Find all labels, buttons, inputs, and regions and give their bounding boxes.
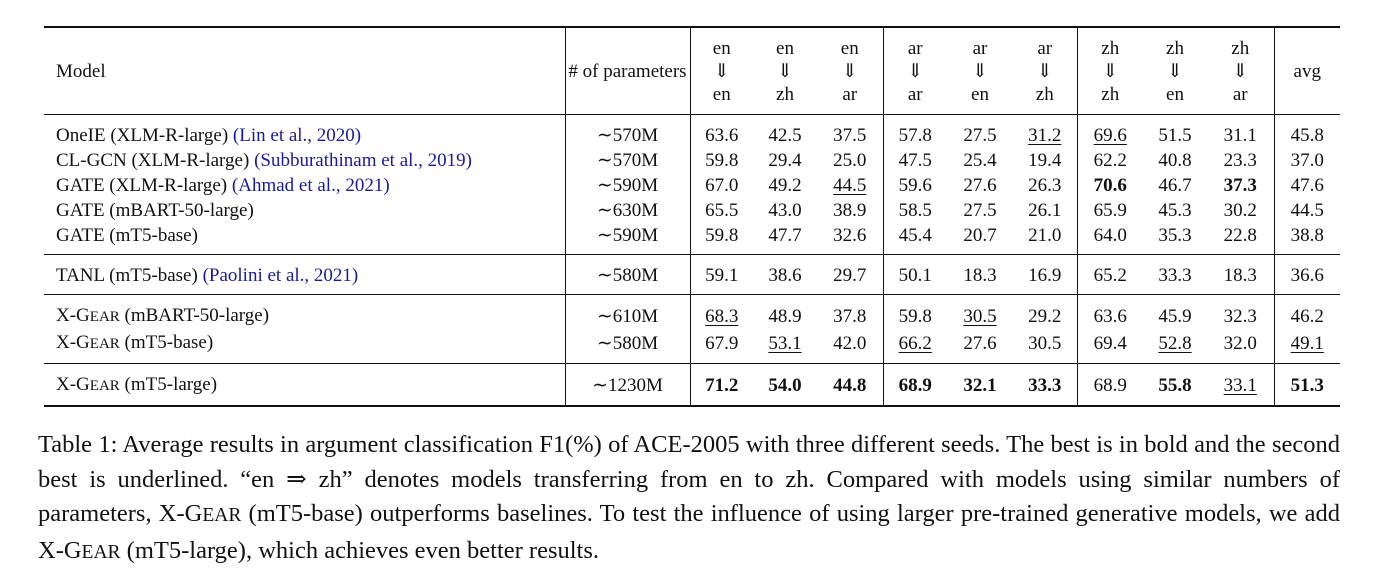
score-cell: 26.1 <box>1013 198 1077 223</box>
score-cell: 68.3 <box>705 306 739 327</box>
arrow-down-icon: ⇓ <box>1167 60 1183 82</box>
source-lang: zh <box>1231 37 1250 59</box>
avg-cell: 46.2 <box>1290 306 1324 327</box>
source-lang: ar <box>1037 37 1053 59</box>
score-cell: 71.2 <box>690 364 753 407</box>
score-cell: 42.0 <box>817 330 883 364</box>
direction-header <box>1013 27 1077 115</box>
source-lang: en <box>840 37 859 59</box>
score-cell: 32.1 <box>947 364 1013 407</box>
source-lang: zh <box>1166 37 1184 59</box>
score-cell: 35.3 <box>1143 223 1207 255</box>
score-cell: 31.1 <box>1207 115 1274 149</box>
score-cell: 32.6 <box>817 223 883 255</box>
score-cell: 27.5 <box>963 125 997 146</box>
param-count: ∼580M <box>565 255 690 295</box>
param-count: ∼590M <box>565 173 690 198</box>
baseline-group <box>44 115 1340 255</box>
arrow-down-icon: ⇓ <box>1036 60 1053 82</box>
direction-header <box>1143 27 1207 115</box>
score-cell: 19.4 <box>1013 148 1077 173</box>
target-lang: ar <box>842 83 858 105</box>
score-cell: 29.4 <box>768 150 802 171</box>
param-count: ∼1230M <box>565 364 690 407</box>
score-cell: 45.3 <box>1158 200 1192 221</box>
avg-cell: 49.1 <box>1274 330 1340 364</box>
score-cell: 47.7 <box>753 223 817 255</box>
score-cell: 67.0 <box>705 175 739 196</box>
score-cell: 42.5 <box>768 125 802 146</box>
citation-link[interactable]: (Subburathinam et al., 2019) <box>254 150 472 171</box>
arrow-down-icon: ⇓ <box>972 60 988 82</box>
model-name: GATE (mBART-50-large) <box>44 198 565 223</box>
target-lang: zh <box>776 83 794 105</box>
direction-header <box>883 27 947 115</box>
direction-header <box>817 27 883 115</box>
score-cell: 32.3 <box>1207 295 1274 331</box>
score-cell: 23.3 <box>1207 148 1274 173</box>
score-cell: 66.2 <box>883 330 947 364</box>
model-name: CL-GCN (XLM-R-large) (Subburathinam et al., 2019) <box>44 148 565 173</box>
score-cell: 37.8 <box>817 295 883 331</box>
model-name: GATE (XLM-R-large) (Ahmad et al., 2021) <box>44 173 565 198</box>
target-lang: ar <box>907 83 923 105</box>
param-count: ∼580M <box>565 330 690 364</box>
score-cell: 31.2 <box>1013 115 1077 149</box>
score-cell: 63.6 <box>1093 306 1127 327</box>
model-name: OneIE (XLM-R-large) (Lin et al., 2020) <box>44 115 565 149</box>
tanl-group <box>44 255 1340 295</box>
score-cell: 46.7 <box>1158 175 1192 196</box>
arrow-down-icon: ⇓ <box>1102 60 1119 82</box>
score-cell: 22.8 <box>1207 223 1274 255</box>
model-name: TANL (mT5-base) (Paolini et al., 2021) <box>44 255 565 295</box>
param-count: ∼590M <box>565 223 690 255</box>
score-cell: 47.5 <box>898 150 932 171</box>
citation-link[interactable]: (Paolini et al., 2021) <box>202 265 359 286</box>
score-cell: 50.1 <box>883 255 947 295</box>
params-column-header: # of parameters <box>565 27 690 115</box>
table-row <box>44 330 1340 364</box>
score-cell: 16.9 <box>1013 255 1077 295</box>
score-cell: 27.6 <box>947 330 1013 364</box>
table-row <box>44 115 1340 149</box>
target-lang: zh <box>1035 83 1054 105</box>
score-cell: 59.1 <box>690 255 753 295</box>
score-cell: 45.9 <box>1158 306 1192 327</box>
score-cell: 69.4 <box>1077 330 1143 364</box>
score-cell: 25.4 <box>963 150 997 171</box>
score-cell: 44.8 <box>817 364 883 407</box>
score-cell: 32.0 <box>1207 330 1274 364</box>
source-lang: zh <box>1101 37 1120 59</box>
target-lang: ar <box>1232 83 1248 105</box>
score-cell: 25.0 <box>817 148 883 173</box>
score-cell: 38.9 <box>817 198 883 223</box>
citation-link[interactable]: (Lin et al., 2020) <box>232 125 362 146</box>
score-cell: 69.6 <box>1093 125 1127 146</box>
score-cell: 68.9 <box>1077 364 1143 407</box>
score-cell: 44.5 <box>817 173 883 198</box>
direction-header <box>690 27 753 115</box>
score-cell: 33.3 <box>1143 255 1207 295</box>
table-row <box>44 364 1340 407</box>
score-cell: 62.2 <box>1093 150 1127 171</box>
source-lang: ar <box>972 37 988 59</box>
target-lang: en <box>971 83 989 105</box>
score-cell: 54.0 <box>753 364 817 407</box>
score-cell: 59.6 <box>898 175 932 196</box>
score-cell: 30.5 <box>1013 330 1077 364</box>
score-cell: 43.0 <box>768 200 802 221</box>
direction-header <box>947 27 1013 115</box>
score-cell: 59.8 <box>690 223 753 255</box>
score-cell: 52.8 <box>1143 330 1207 364</box>
score-cell: 53.1 <box>753 330 817 364</box>
table-row <box>44 255 1340 295</box>
arrow-down-icon: ⇓ <box>777 60 793 82</box>
score-cell: 26.3 <box>1013 173 1077 198</box>
source-lang: ar <box>907 37 923 59</box>
score-cell: 20.7 <box>947 223 1013 255</box>
score-cell: 65.2 <box>1077 255 1143 295</box>
score-cell: 18.3 <box>1207 255 1274 295</box>
table-row <box>44 295 1340 331</box>
arrow-down-icon: ⇓ <box>841 60 858 82</box>
table-row <box>44 148 1340 173</box>
score-cell: 48.9 <box>768 306 802 327</box>
table-header <box>44 27 1340 115</box>
arrow-down-icon: ⇓ <box>907 60 924 82</box>
source-lang: en <box>712 37 731 59</box>
score-cell: 65.9 <box>1093 200 1127 221</box>
table-row <box>44 198 1340 223</box>
score-cell: 33.3 <box>1013 364 1077 407</box>
score-cell: 67.9 <box>690 330 753 364</box>
score-cell: 59.8 <box>705 150 739 171</box>
model-column-header: Model <box>44 27 565 115</box>
avg-column-header: avg <box>1274 27 1340 115</box>
score-cell: 57.8 <box>898 125 932 146</box>
score-cell: 29.2 <box>1013 295 1077 331</box>
avg-cell: 37.0 <box>1290 150 1324 171</box>
avg-cell: 36.6 <box>1274 255 1340 295</box>
score-cell: 70.6 <box>1093 175 1127 196</box>
target-lang: zh <box>1101 83 1120 105</box>
avg-cell: 38.8 <box>1274 223 1340 255</box>
citation-link[interactable]: (Ahmad et al., 2021) <box>231 175 390 196</box>
param-count: ∼610M <box>565 295 690 331</box>
avg-cell: 51.3 <box>1274 364 1340 407</box>
score-cell: 27.6 <box>963 175 997 196</box>
score-cell: 30.2 <box>1207 198 1274 223</box>
score-cell: 58.5 <box>898 200 932 221</box>
avg-cell: 47.6 <box>1290 175 1324 196</box>
score-cell: 59.8 <box>898 306 932 327</box>
results-table-container <box>44 26 1340 407</box>
results-table <box>44 26 1340 407</box>
table-caption: Table 1: Average results in argument classification F1(%) of ACE-2005 with three different seeds. The best is in bold and the second best is underlined. “en ⇒ zh” denotes models transferring from en to zh. Compared with models using similar numbers of parameters, X-GEAR (mT5-base) outperforms baselines. To test the influence of using larger pre-trained generative models, we add X-GEAR (mT5-large), which achieves even better results. <box>38 431 1340 564</box>
source-lang: en <box>776 37 794 59</box>
avg-cell: 45.8 <box>1290 125 1324 146</box>
direction-header <box>753 27 817 115</box>
score-cell: 29.7 <box>817 255 883 295</box>
score-cell: 55.8 <box>1143 364 1207 407</box>
score-cell: 33.1 <box>1207 364 1274 407</box>
param-count: ∼570M <box>565 115 690 149</box>
score-cell: 38.6 <box>753 255 817 295</box>
model-name: X-GEAR (mT5-large) <box>44 364 565 407</box>
score-cell: 51.5 <box>1158 125 1192 146</box>
param-count: ∼630M <box>565 198 690 223</box>
score-cell: 68.9 <box>883 364 947 407</box>
score-cell: 49.2 <box>768 175 802 196</box>
score-cell: 65.5 <box>705 200 739 221</box>
score-cell: 45.4 <box>883 223 947 255</box>
model-name: GATE (mT5-base) <box>44 223 565 255</box>
arrow-down-icon: ⇓ <box>713 60 730 82</box>
xgear-large-group <box>44 364 1340 407</box>
target-lang: en <box>1166 83 1184 105</box>
score-cell: 37.3 <box>1207 173 1274 198</box>
score-cell: 37.5 <box>817 115 883 149</box>
score-cell: 64.0 <box>1077 223 1143 255</box>
score-cell: 27.5 <box>963 200 997 221</box>
xgear-group <box>44 295 1340 364</box>
model-name: X-GEAR (mT5-base) <box>44 330 565 364</box>
score-cell: 40.8 <box>1158 150 1192 171</box>
target-lang: en <box>712 83 731 105</box>
direction-header <box>1077 27 1143 115</box>
arrow-down-icon: ⇓ <box>1232 60 1249 82</box>
avg-cell: 44.5 <box>1290 200 1324 221</box>
score-cell: 21.0 <box>1013 223 1077 255</box>
score-cell: 30.5 <box>963 306 997 327</box>
param-count: ∼570M <box>565 148 690 173</box>
table-row <box>44 223 1340 255</box>
score-cell: 18.3 <box>947 255 1013 295</box>
model-name: X-GEAR (mBART-50-large) <box>44 295 565 331</box>
table-row <box>44 173 1340 198</box>
direction-header <box>1207 27 1274 115</box>
score-cell: 63.6 <box>705 125 739 146</box>
header-row <box>44 27 1340 115</box>
